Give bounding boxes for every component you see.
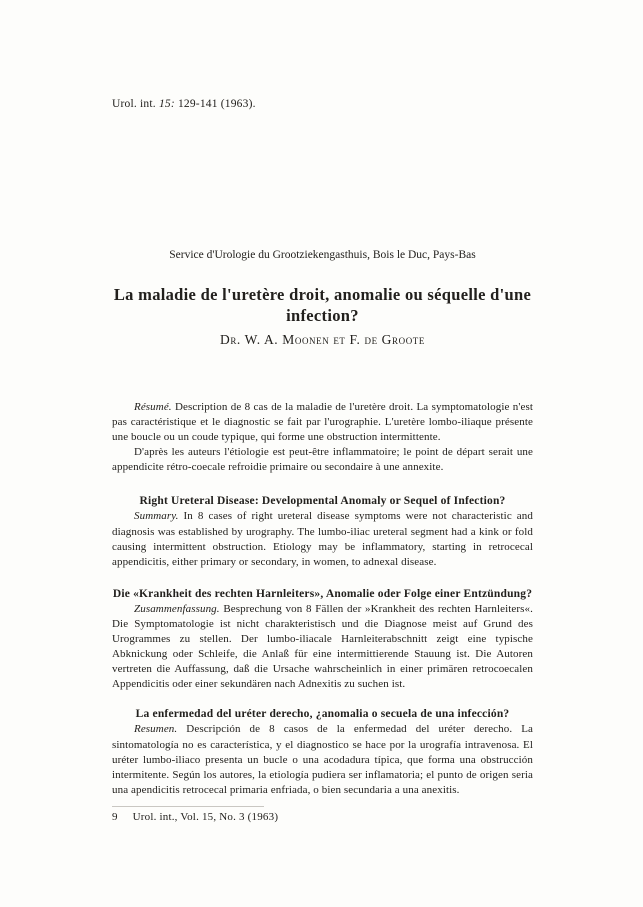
- french-resume-label: Résumé.: [134, 401, 172, 413]
- affiliation-line: Service d'Urologie du Grootziekengasthuis, Bois le Duc, Pays-Bas: [169, 249, 476, 261]
- german-summary-paragraph: [112, 602, 533, 693]
- footer-rule: [112, 806, 264, 807]
- spanish-summary-text: Descripción de 8 casos de la enfermedad del uréter derecho. La sintomatología no es característica, y el diagnostico se hace por la urografía intravenosa. El uréter lumbo-iliaco presenta un bucle o una acodadura típica, que forma una obstrucción intermitente. Según los autores, la etiología pudiera ser inflamatoria; el punto de origen seria una apendicitis retrocecal primaria enfriada, o bien secundaria a una anexitis.: [112, 723, 533, 796]
- journal-reference: [112, 97, 533, 112]
- footer-citation-line: [112, 810, 533, 824]
- english-summary-text: In 8 cases of right ureteral disease symptoms were not characteristic and diagnosis was established by urography. The lumbo-iliac ureteral segment had a kink or fold causing intermittent obstruction. Etiology may be inflammatory, starting in retrocecal appendicitis, either primary or secondary, in women, to adnexal disease.: [112, 510, 533, 568]
- french-resume-paragraph-1: [112, 400, 533, 445]
- journal-pages-year: 129-141 (1963).: [177, 98, 256, 110]
- spanish-section-heading: La enfermedad del uréter derecho, ¿anomalia o secuela de una infección?: [135, 708, 510, 721]
- article-title: La maladie de l'uretère droit, anomalie ou séquelle d'une infection?: [113, 285, 532, 325]
- spanish-summary-label: Resumen.: [134, 723, 178, 736]
- german-section-heading: Die «Krankheit des rechten Harnleiters», Anomalie oder Folge einer Entzündung?: [112, 587, 533, 600]
- german-summary-label: Zusammenfassung.: [134, 602, 220, 615]
- german-summary-text: Besprechung von 8 Fällen der »Krankheit des rechten Harnleiters«. Die Symptomatologie ist nicht charakteristisch und die Diagnose meist auf Grund des Urogrammes zu stellen. Der lumbo-iliacale Harnleiterabschnitt zeigt eine typische Abknickung oder Schleife, die Anlaß für eine intermittierende Stauung ist. Die Autoren vertreten die Auffassung, daß die Ursache wahrscheinlich in einer primären retrocoecalen Appendicitis oder einer sekundären nach Adnexitis zu suchen ist.: [112, 602, 533, 691]
- english-summary-paragraph: [112, 509, 533, 569]
- journal-volume: 15:: [158, 98, 175, 110]
- footer-signature-number: 9: [112, 810, 118, 823]
- section-french-resume: [112, 400, 533, 475]
- text-column: [112, 0, 533, 824]
- authors-line: Dr. W. A. Moonen et F. de Groote: [219, 332, 425, 347]
- french-resume-text-1: Description de 8 cas de la maladie de l'uretère droit. La symptomatologie n'est pas caractéristique et le diagnostic se fait par l'urographie. L'uretère lombo-iliaque présente une boucle ou un coude typique, qui forme une obstruction intermittente.: [112, 401, 533, 444]
- spanish-summary-paragraph: [112, 722, 533, 797]
- footer-citation: Urol. int., Vol. 15, No. 3 (1963): [132, 810, 279, 823]
- english-section-heading: Right Ureteral Disease: Developmental Anomaly or Sequel of Infection?: [139, 495, 506, 508]
- french-resume-paragraph-2: D'après les auteurs l'étiologie est peut-être inflammatoire; le point de départ serait une appendicite rétro-coecale refroidie primaire ou secondaire à une annexite.: [112, 446, 533, 474]
- journal-name: Urol. int.: [112, 98, 156, 110]
- english-summary-label: Summary.: [134, 510, 179, 523]
